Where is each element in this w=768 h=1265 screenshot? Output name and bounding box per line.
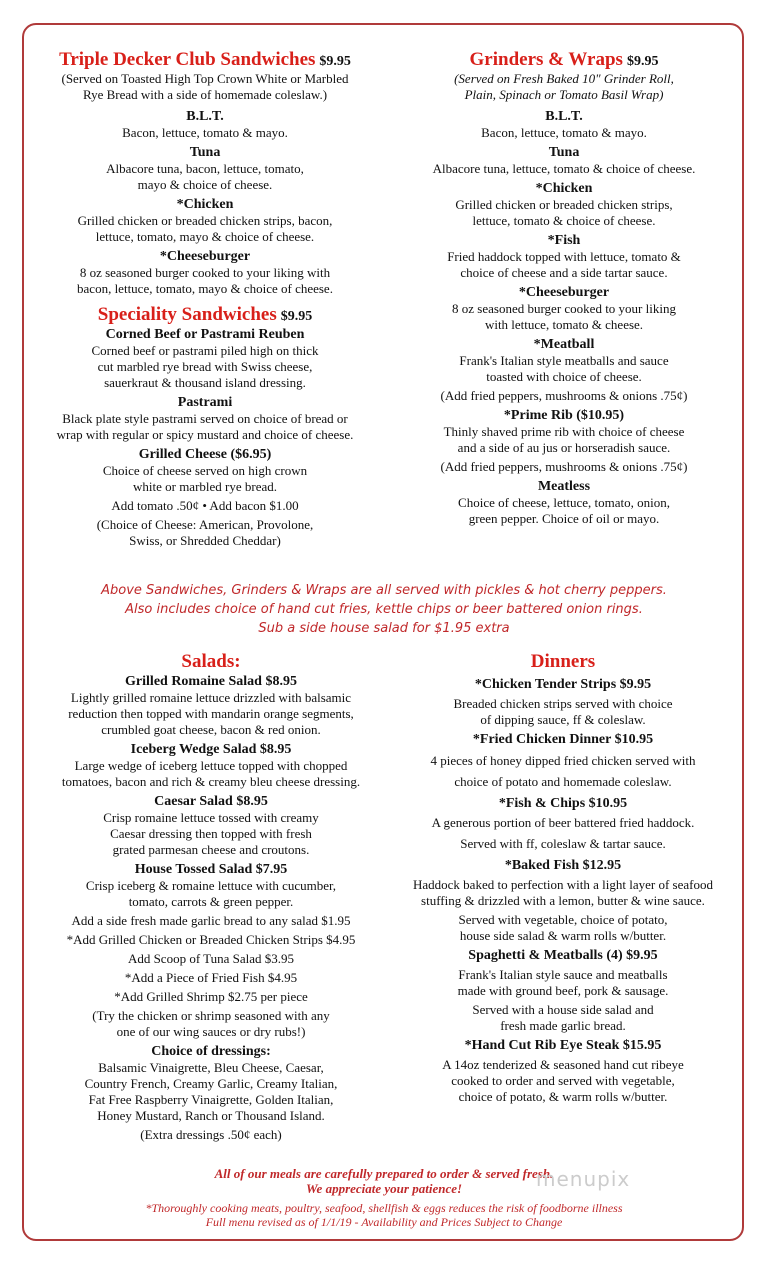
item-name: *Hand Cut Rib Eye Steak $15.95 [464, 1038, 662, 1053]
item-desc: mayo & choice of cheese. [137, 177, 273, 192]
item-desc: Grilled chicken or breaded chicken strips, bacon, [77, 213, 333, 228]
item-desc: Bacon, lettuce, tomato & mayo. [122, 125, 288, 140]
addon-line: *Add Grilled Chicken or Breaded Chicken Strips $4.95 [66, 932, 356, 947]
item-desc: Haddock baked to perfection with a light layer of seafood [413, 877, 713, 892]
item-desc: choice of cheese and a side tartar sauce. [460, 265, 668, 280]
item-desc: Crisp romaine lettuce tossed with creamy [103, 810, 319, 825]
item-name: Caesar Salad $8.95 [154, 794, 268, 809]
footer-line: All of our meals are carefully prepared to order & served fresh. [214, 1166, 554, 1181]
item-desc: white or marbled rye bread. [132, 479, 278, 494]
item-desc: 4 pieces of honey dipped fried chicken served with [430, 753, 696, 768]
item-name: Meatless [537, 479, 591, 494]
item-desc: Thinly shaved prime rib with choice of cheese [443, 424, 685, 439]
item-name: Tuna [189, 145, 221, 160]
item-desc: with lettuce, tomato & cheese. [484, 317, 644, 332]
section-heading-triple-decker [40, 49, 370, 71]
addon-line: Add a side fresh made garlic bread to any salad $1.95 [71, 913, 351, 928]
item-name: Corned Beef or Pastrami Reuben [105, 327, 305, 342]
item-desc: 8 oz seasoned burger cooked to your liking with [79, 265, 331, 280]
item-desc: Lightly grilled romaine lettuce drizzled with balsamic [70, 690, 352, 705]
item-name: *Cheeseburger [518, 285, 610, 300]
try-note: one of our wing sauces or dry rubs!) [116, 1024, 306, 1039]
section-heading-grinders [398, 49, 730, 71]
item-note: (Add fried peppers, mushrooms & onions .75¢) [440, 388, 688, 403]
item-note: Add tomato .50¢ • Add bacon $1.00 [111, 498, 299, 513]
item-desc: choice of potato, & warm rolls w/butter. [458, 1089, 668, 1104]
item-desc: Breaded chicken strips served with choice [453, 696, 673, 711]
item-desc: Large wedge of iceberg lettuce topped with chopped [74, 758, 348, 773]
item-desc: Choice of cheese, lettuce, tomato, onion, [458, 495, 670, 510]
subtitle-line: (Served on Fresh Baked 10" Grinder Roll, [454, 71, 674, 86]
addon-line: Add Scoop of Tuna Salad $3.95 [127, 951, 295, 966]
item-desc: grated parmesan cheese and croutons. [112, 842, 310, 857]
item-desc: A generous portion of beer battered fried haddock. [431, 815, 695, 830]
item-name: *Chicken [176, 197, 234, 212]
item-desc: Frank's Italian style meatballs and sauce [459, 353, 669, 368]
subtitle-line: (Served on Toasted High Top Crown White or Marbled [61, 71, 349, 86]
dressing-line: Fat Free Raspberry Vinaigrette, Golden Italian, [88, 1092, 334, 1107]
item-desc: Fried haddock topped with lettuce, tomato & [447, 249, 681, 264]
item-desc: A 14oz tenderized & seasoned hand cut ribeye [442, 1057, 684, 1072]
addon-line: *Add Grilled Shrimp $2.75 per piece [114, 989, 308, 1004]
item-name: *Fried Chicken Dinner $10.95 [472, 732, 654, 747]
section-title: Dinners [530, 651, 596, 672]
item-name: Tuna [548, 145, 580, 160]
footer-line: *Thoroughly cooking meats, poultry, seafood, shellfish & eggs reduces the risk of foodborne illness [145, 1201, 623, 1215]
section-title: Salads: [181, 651, 241, 672]
item-desc: sauerkraut & thousand island dressing. [104, 375, 306, 390]
watermark-text: menupix [536, 1167, 631, 1191]
item-desc: Caesar dressing then topped with fresh [110, 826, 312, 841]
subtitle-line: Plain, Spinach or Tomato Basil Wrap) [464, 87, 664, 102]
item-desc: Corned beef or pastrami piled high on thick [91, 343, 319, 358]
dressing-line: Honey Mustard, Ranch or Thousand Island. [97, 1108, 325, 1123]
item-name: Grilled Romaine Salad $8.95 [125, 674, 297, 689]
addon-line: *Add a Piece of Fried Fish $4.95 [124, 970, 298, 985]
item-desc: Served with vegetable, choice of potato, [458, 912, 668, 927]
item-name: *Baked Fish $12.95 [504, 858, 622, 873]
dressing-line: Balsamic Vinaigrette, Bleu Cheese, Caesar, [98, 1060, 324, 1075]
item-desc: bacon, lettuce, tomato, mayo & choice of cheese. [77, 281, 333, 296]
left-top-column [40, 49, 370, 549]
item-desc: Served with ff, coleslaw & tartar sauce. [460, 836, 666, 851]
section-price: $9.95 [280, 309, 313, 324]
dinners-column [392, 651, 734, 1105]
item-desc: wrap with regular or spicy mustard and choice of cheese. [56, 427, 354, 442]
item-desc: cooked to order and served with vegetable, [451, 1073, 675, 1088]
right-top-column [398, 49, 730, 527]
item-desc: Served with a house side salad and [472, 1002, 654, 1017]
section-title: Speciality Sandwiches [97, 304, 277, 325]
section-price: $9.95 [319, 54, 351, 69]
item-desc: toasted with choice of cheese. [486, 369, 642, 384]
item-name: *Chicken [535, 181, 593, 196]
salads-column [40, 651, 382, 1143]
item-name: *Fish & Chips $10.95 [498, 796, 628, 811]
item-name: *Cheeseburger [159, 249, 251, 264]
section-price: $9.95 [626, 54, 659, 69]
subtitle-line: Rye Bread with a side of homemade coleslaw.) [82, 87, 328, 102]
item-desc: tomatoes, bacon and rich & creamy bleu cheese dressing. [61, 774, 361, 789]
item-desc: Albacore tuna, lettuce, tomato & choice of cheese. [432, 161, 696, 176]
item-desc: 8 oz seasoned burger cooked to your liking [452, 301, 676, 316]
item-desc: crumbled goat cheese, bacon & red onion. [101, 722, 321, 737]
note-line: Sub a side house salad for $1.95 extra [258, 621, 510, 636]
item-note: Swiss, or Shredded Cheddar) [129, 533, 281, 548]
try-note: (Try the chicken or shrimp seasoned with any [92, 1008, 330, 1023]
item-desc: of dipping sauce, ff & coleslaw. [480, 712, 646, 727]
item-desc: reduction then topped with mandarin orange segments, [68, 706, 354, 721]
watermark-logo [536, 1167, 630, 1191]
item-desc: lettuce, tomato & choice of cheese. [472, 213, 656, 228]
item-desc: Choice of cheese served on high crown [102, 463, 308, 478]
item-note: (Choice of Cheese: American, Provolone, [96, 517, 314, 532]
item-desc: lettuce, tomato, mayo & choice of cheese. [95, 229, 315, 244]
item-desc: Grilled chicken or breaded chicken strips, [455, 197, 673, 212]
item-desc: Crisp iceberg & romaine lettuce with cucumber, [85, 878, 337, 893]
item-name: *Chicken Tender Strips $9.95 [474, 677, 652, 692]
sandwich-note [60, 581, 708, 638]
item-name: B.L.T. [545, 109, 583, 124]
item-name: Spaghetti & Meatballs (4) $9.95 [468, 948, 658, 963]
item-desc: Frank's Italian style sauce and meatballs [458, 967, 668, 982]
note-line: Above Sandwiches, Grinders & Wraps are all served with pickles & hot cherry peppers. [101, 583, 667, 598]
item-name: B.L.T. [186, 109, 224, 124]
item-desc: choice of potato and homemade coleslaw. [454, 774, 672, 789]
item-desc: Albacore tuna, bacon, lettuce, tomato, [106, 161, 304, 176]
item-desc: house side salad & warm rolls w/butter. [459, 928, 667, 943]
item-desc: tomato, carrots & green pepper. [128, 894, 294, 909]
item-desc: Black plate style pastrami served on choice of bread or [62, 411, 348, 426]
item-name: *Prime Rib ($10.95) [503, 408, 625, 423]
item-note: (Add fried peppers, mushrooms & onions .75¢) [440, 459, 688, 474]
item-name: *Meatball [533, 337, 595, 352]
item-name: Grilled Cheese ($6.95) [138, 447, 272, 462]
section-title: Triple Decker Club Sandwiches [59, 49, 316, 70]
item-desc: Bacon, lettuce, tomato & mayo. [481, 125, 647, 140]
item-name: House Tossed Salad $7.95 [134, 862, 288, 877]
item-desc: stuffing & drizzled with a lemon, butter & wine sauce. [421, 893, 705, 908]
section-heading-speciality [40, 304, 370, 326]
item-desc: and a side of au jus or horseradish sauce. [457, 440, 671, 455]
section-title: Grinders & Wraps [469, 49, 623, 70]
item-name: Pastrami [177, 395, 233, 410]
dressings-title: Choice of dressings: [151, 1044, 271, 1059]
note-line: Also includes choice of hand cut fries, kettle chips or beer battered onion rings. [125, 602, 643, 617]
footer-line: Full menu revised as of 1/1/19 - Availability and Prices Subject to Change [205, 1215, 563, 1229]
item-desc: made with ground beef, pork & sausage. [457, 983, 669, 998]
item-desc: green pepper. Choice of oil or mayo. [468, 511, 660, 526]
footer-line: We appreciate your patience! [305, 1181, 463, 1196]
item-name: *Fish [547, 233, 581, 248]
item-desc: cut marbled rye bread with Swiss cheese, [97, 359, 313, 374]
item-name: Iceberg Wedge Salad $8.95 [130, 742, 292, 757]
item-desc: fresh made garlic bread. [500, 1018, 626, 1033]
dressing-line: Country French, Creamy Garlic, Creamy Italian, [84, 1076, 338, 1091]
extra-dressing-note: (Extra dressings .50¢ each) [140, 1127, 282, 1142]
